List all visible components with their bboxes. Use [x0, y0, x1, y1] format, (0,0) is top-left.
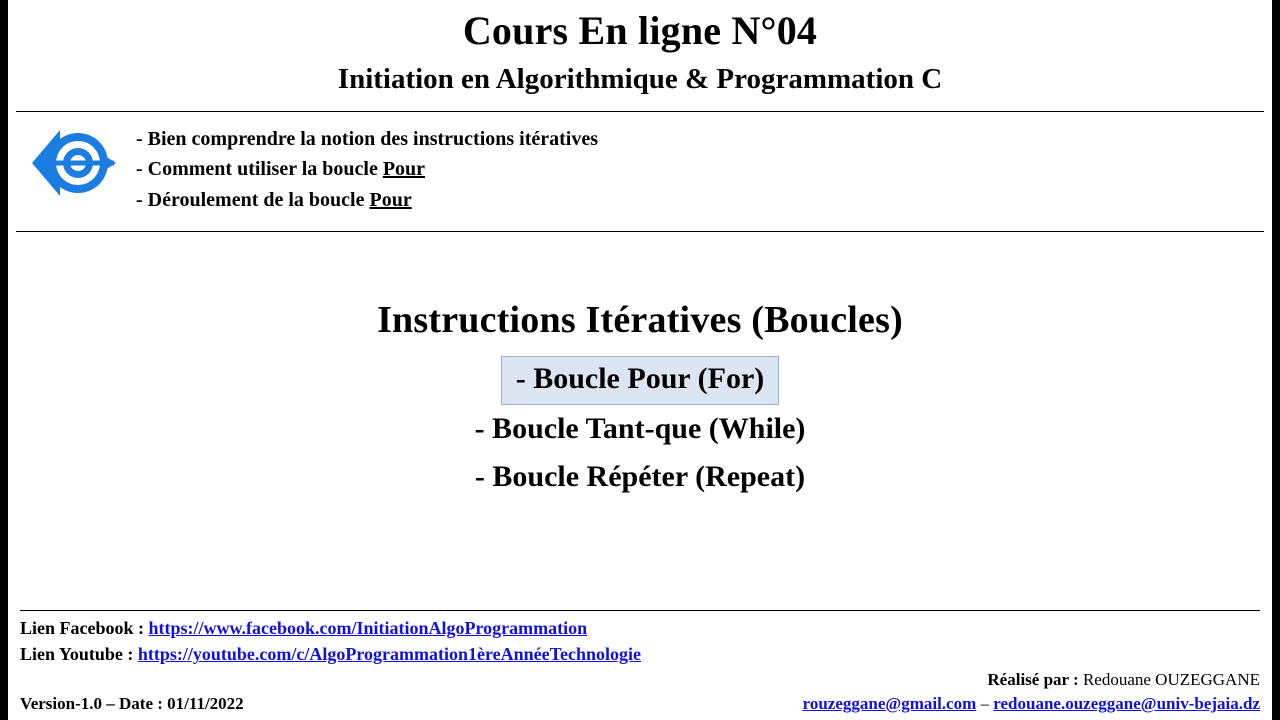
email-primary-link[interactable]: rouzeggane@gmail.com	[802, 694, 977, 714]
facebook-label: Lien Facebook :	[20, 617, 144, 638]
author-label: Réalisé par :	[987, 670, 1079, 690]
slide-body	[16, 232, 1264, 502]
author-line	[803, 669, 1260, 692]
loop-item-tant-que[interactable]: - Boucle Tant-que (While)	[474, 411, 806, 445]
footer-bottom	[20, 669, 1260, 716]
slide-inner	[8, 0, 1272, 720]
facebook-link[interactable]: https://www.facebook.com/InitiationAlgoProgrammation	[148, 617, 588, 638]
slide-header	[16, 0, 1264, 97]
page-subtitle: Initiation en Algorithmique & Programmation C	[337, 63, 943, 95]
page-title: Cours En ligne N°04	[462, 8, 818, 53]
objective-item-1: - Bien comprendre la notion des instructions itératives	[136, 127, 599, 150]
loop-item-pour[interactable]: - Boucle Pour (For)	[501, 356, 780, 405]
email-line	[803, 693, 1260, 716]
objective-keyword-2: Pour	[369, 188, 412, 211]
section-title: Instructions Itératives (Boucles)	[377, 298, 903, 341]
loop-list	[16, 356, 1264, 502]
youtube-line	[20, 641, 1260, 667]
youtube-link[interactable]: https://youtube.com/c/AlgoProgrammation1èreAnnéeTechnologie	[137, 644, 641, 665]
facebook-line	[20, 615, 1260, 641]
email-university-link[interactable]: redouane.ouzeggane@univ-bejaia.dz	[993, 694, 1260, 714]
slide-footer	[16, 610, 1264, 720]
version-text: Version-1.0 – Date : 01/11/2022	[20, 694, 244, 713]
loop-item-repeter[interactable]: - Boucle Répéter (Repeat)	[474, 460, 806, 494]
author-name: Redouane OUZEGGANE	[1082, 670, 1260, 690]
objectives-section	[16, 112, 1264, 221]
target-arrow-icon	[26, 124, 118, 202]
divider-footer	[20, 610, 1260, 611]
youtube-label: Lien Youtube :	[20, 644, 134, 665]
footer-links	[20, 615, 1260, 667]
objective-item-3: - Déroulement de la boucle Pour	[136, 188, 412, 211]
objective-item-2: - Comment utiliser la boucle Pour	[136, 158, 426, 181]
objective-keyword-1: Pour	[382, 158, 426, 181]
objectives-list	[136, 122, 598, 215]
email-separator: –	[980, 694, 990, 714]
author-block	[803, 669, 1260, 716]
